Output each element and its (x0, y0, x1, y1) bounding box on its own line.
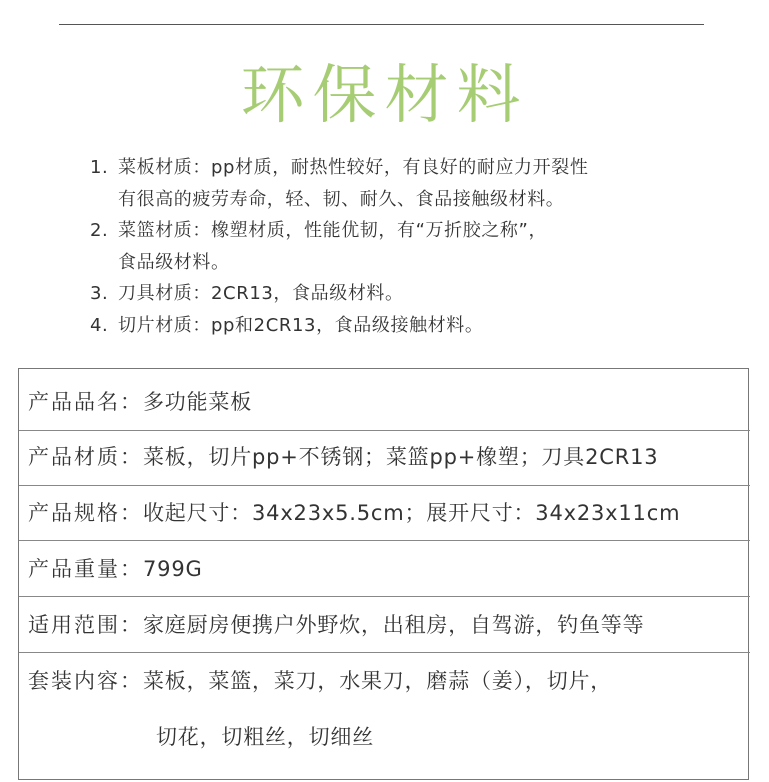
item-number: 2. (90, 220, 109, 241)
spec-row-weight (28, 555, 750, 583)
spec-value-continued: 切花，切粗丝，切细丝 (156, 725, 374, 749)
spec-label: 适用范围： (28, 613, 143, 637)
material-item-basket (90, 215, 730, 278)
spec-value: 多功能菜板 (143, 390, 252, 414)
materials-list (90, 152, 730, 341)
top-divider (59, 24, 704, 25)
spec-divider (19, 652, 750, 653)
spec-row-product-name (28, 388, 750, 416)
material-item-board (90, 152, 730, 215)
item-text-continued: 食品级材料。 (118, 251, 230, 273)
spec-row-usage (28, 611, 750, 639)
spec-label: 产品材质： (28, 445, 143, 469)
spec-divider (19, 485, 750, 486)
spec-value: 菜板，菜篮，菜刀，水果刀，磨蒜（姜），切片， (143, 669, 613, 693)
page-title: 环保材料 (240, 59, 529, 133)
spec-value: 家庭厨房便携户外野炊，出租房，自驾游，钓鱼等等 (143, 613, 645, 637)
spec-row-contents (28, 667, 750, 695)
item-text: 菜板材质：pp材质，耐热性较好，有良好的耐应力开裂性 (118, 157, 589, 178)
item-text: 刀具材质：2CR13，食品级材料。 (118, 283, 404, 304)
spec-label: 产品重量： (28, 557, 143, 581)
spec-row-material (28, 443, 750, 471)
spec-label: 产品规格： (28, 501, 143, 525)
spec-row-contents-continued (156, 723, 746, 751)
spec-value: 菜板，切片pp+不锈钢；菜篮pp+橡塑；刀具2CR13 (143, 445, 659, 469)
material-item-slicer (90, 310, 730, 342)
item-text-continued: 有很高的疲劳寿命，轻、韧、耐久、食品接触级材料。 (118, 188, 565, 210)
spec-divider (19, 430, 750, 431)
spec-label: 套装内容： (28, 669, 143, 693)
spec-row-size (28, 499, 750, 527)
spec-value: 收起尺寸：34x23x5.5cm；展开尺寸：34x23x11cm (143, 501, 681, 525)
spec-divider (19, 540, 750, 541)
spec-table (18, 368, 749, 780)
spec-divider (19, 596, 750, 597)
item-number: 1. (90, 157, 109, 178)
spec-label: 产品品名： (28, 390, 143, 414)
item-number: 4. (90, 314, 109, 336)
material-item-knife (90, 278, 730, 310)
item-number: 3. (90, 283, 109, 304)
item-text: 菜篮材质：橡塑材质，性能优韧，有“万折胶之称”， (118, 220, 548, 241)
item-text: 切片材质：pp和2CR13，食品级接触材料。 (118, 314, 484, 336)
spec-value: 799G (143, 557, 203, 581)
